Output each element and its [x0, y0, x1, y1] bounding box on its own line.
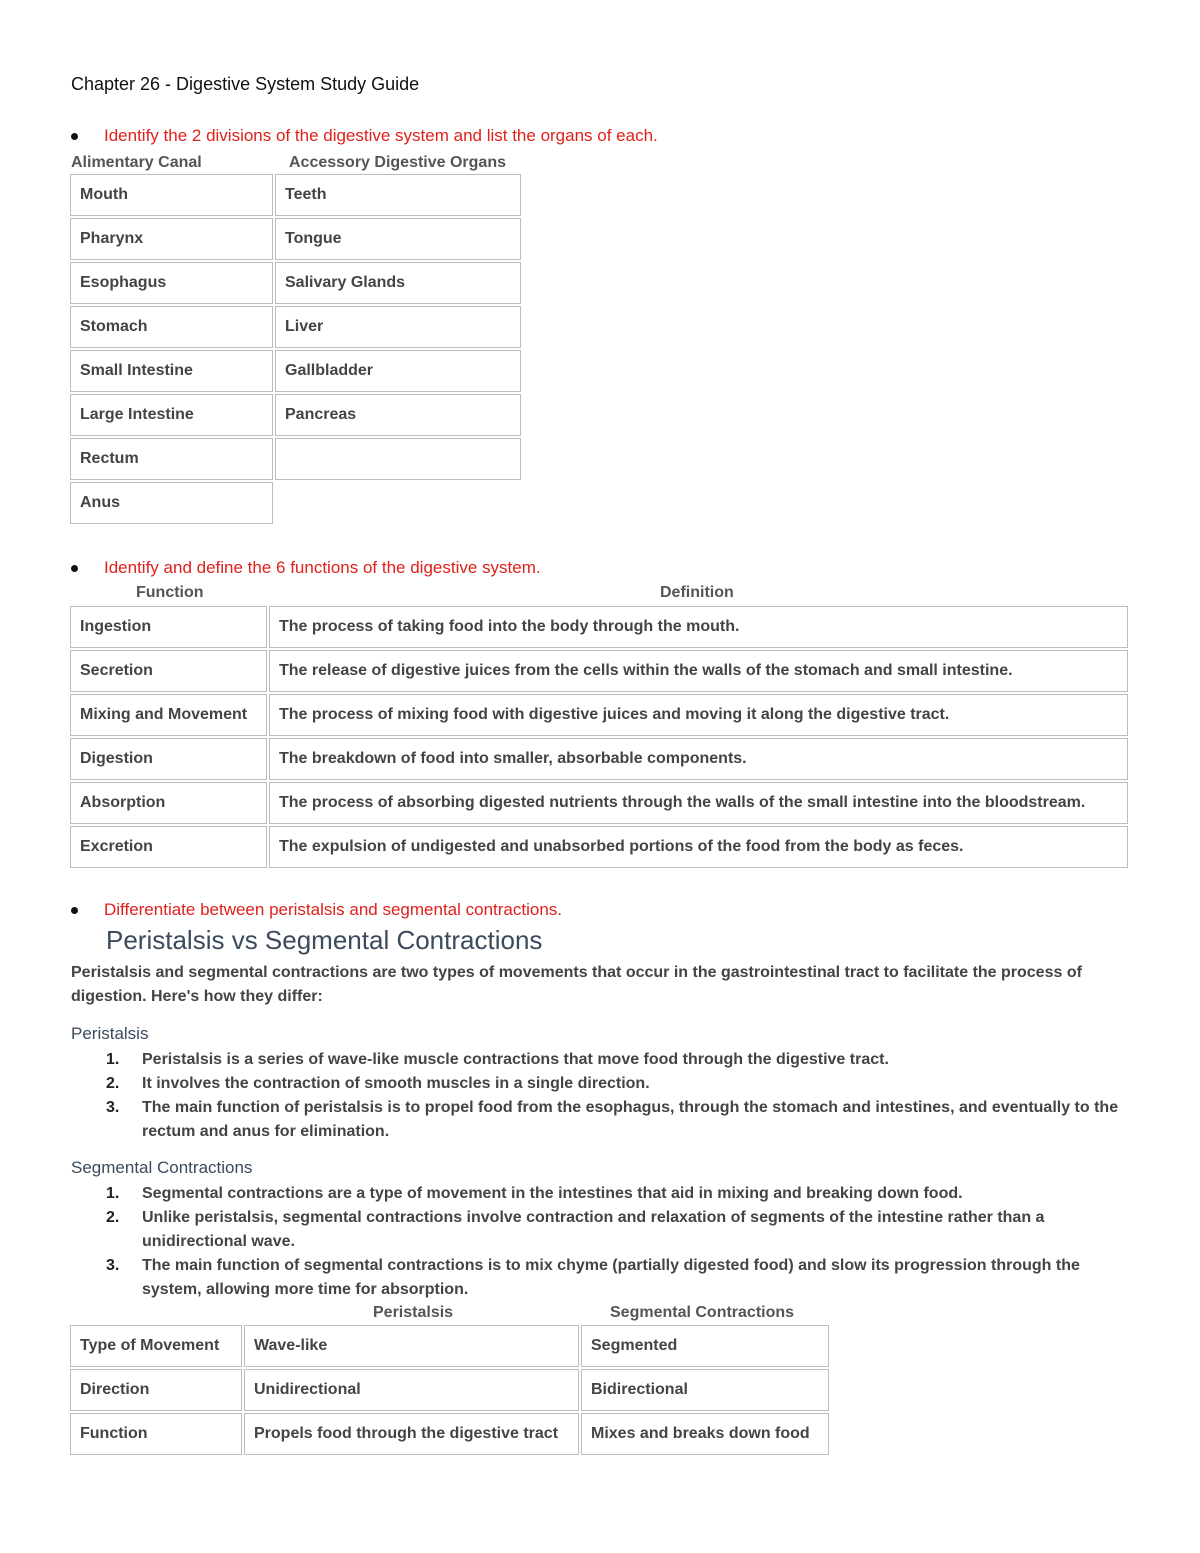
q1-cell: Tongue: [275, 218, 521, 260]
q2-row: [70, 694, 1128, 736]
q1-col2-header: Accessory Digestive Organs: [289, 154, 506, 171]
intro-paragraph: Peristalsis and segmental contractions are two types of movements that occur in the gastrointestinal tract to facilitate the process of digestion. Here's how they differ:: [71, 964, 1082, 1005]
section-heading: Peristalsis vs Segmental Contractions: [106, 925, 543, 955]
q1-row: [70, 394, 521, 436]
list-text: It involves the contraction of smooth muscles in a single direction.: [142, 1075, 650, 1092]
peristalsis-list-item: [106, 1072, 1136, 1096]
bullet-q1: [71, 126, 658, 146]
q1-cell: Salivary Glands: [275, 262, 521, 304]
q3-cell: Direction: [70, 1369, 242, 1411]
q2-cell: Ingestion: [70, 606, 267, 648]
q2-cell: The process of taking food into the body through the mouth.: [269, 606, 1128, 648]
q2-col1-header: Function: [136, 584, 204, 601]
bullet-q3: [71, 900, 562, 920]
q1-col1-header: Alimentary Canal: [71, 154, 202, 171]
q3-row: [70, 1325, 829, 1367]
q2-cell: Excretion: [70, 826, 267, 868]
list-number: 1.: [106, 1051, 120, 1068]
q1-cell: Stomach: [70, 306, 273, 348]
bullet-dot-icon: [71, 565, 78, 572]
q1-blank-cell: [275, 482, 521, 524]
list-text: The main function of segmental contractions is to mix chyme (partially digested food) and slow its progression through the system, allowing more time for absorption.: [142, 1257, 1080, 1298]
q1-cell: Esophagus: [70, 262, 273, 304]
list-text: Peristalsis is a series of wave-like muscle contractions that move food through the digestive tract.: [142, 1051, 889, 1068]
list-number: 1.: [106, 1185, 120, 1202]
q1-prompt: Identify the 2 divisions of the digestive system and list the organs of each.: [104, 126, 658, 145]
q3-cell: Unidirectional: [244, 1369, 579, 1411]
segmental-list-item: [106, 1182, 1136, 1206]
q2-row: [70, 650, 1128, 692]
list-number: 3.: [106, 1099, 120, 1116]
q1-cell: Liver: [275, 306, 521, 348]
q3-cell: Propels food through the digestive tract: [244, 1413, 579, 1455]
document-title: Chapter 26 - Digestive System Study Guide: [71, 74, 420, 94]
q2-row: [70, 826, 1128, 868]
q3-col1-header: Peristalsis: [373, 1304, 454, 1321]
bullet-dot-icon: [71, 907, 78, 914]
list-text: Unlike peristalsis, segmental contractions involve contraction and relaxation of segments of the intestine rather than a unidirectional wave.: [142, 1209, 1045, 1250]
q3-cell: Mixes and breaks down food: [581, 1413, 829, 1455]
q1-row: [70, 262, 521, 304]
q2-cell: The expulsion of undigested and unabsorbed portions of the food from the body as feces.: [269, 826, 1128, 868]
q3-row: [70, 1369, 829, 1411]
q3-prompt: Differentiate between peristalsis and segmental contractions.: [104, 900, 562, 919]
q1-row: [70, 350, 521, 392]
q3-col2-header: Segmental Contractions: [610, 1304, 795, 1321]
q1-row: [70, 218, 521, 260]
q3-cell: Bidirectional: [581, 1369, 829, 1411]
q2-row: [70, 738, 1128, 780]
peristalsis-list-item: [106, 1096, 1136, 1144]
segmental-subheading: Segmental Contractions: [71, 1158, 253, 1177]
bullet-q2: [71, 558, 541, 578]
q1-cell: Anus: [70, 482, 273, 524]
comparison-table: [68, 1323, 831, 1457]
q2-cell: Mixing and Movement: [70, 694, 267, 736]
q1-row: [70, 306, 521, 348]
q1-cell: Pharynx: [70, 218, 273, 260]
q2-prompt: Identify and define the 6 functions of the digestive system.: [104, 558, 541, 577]
q2-cell: The breakdown of food into smaller, absorbable components.: [269, 738, 1128, 780]
q3-cell: Wave-like: [244, 1325, 579, 1367]
q1-cell: [275, 438, 521, 480]
q2-col2-header: Definition: [660, 584, 734, 601]
segmental-list-item: [106, 1254, 1136, 1302]
q2-cell: Absorption: [70, 782, 267, 824]
q1-cell: Large Intestine: [70, 394, 273, 436]
list-text: Segmental contractions are a type of movement in the intestines that aid in mixing and breaking down food.: [142, 1185, 963, 1202]
q1-cell: Rectum: [70, 438, 273, 480]
q2-functions-table: [68, 604, 1130, 870]
q1-row: [70, 482, 521, 524]
q1-cell: Mouth: [70, 174, 273, 216]
q2-cell: The process of mixing food with digestive juices and moving it along the digestive tract.: [269, 694, 1128, 736]
q3-cell: Segmented: [581, 1325, 829, 1367]
q1-cell: Gallbladder: [275, 350, 521, 392]
q2-cell: Secretion: [70, 650, 267, 692]
q2-cell: Digestion: [70, 738, 267, 780]
segmental-list: [106, 1182, 1136, 1302]
q2-row: [70, 782, 1128, 824]
q2-row: [70, 606, 1128, 648]
q3-row: [70, 1413, 829, 1455]
peristalsis-list-item: [106, 1048, 1136, 1072]
list-number: 2.: [106, 1209, 120, 1226]
q3-cell: Function: [70, 1413, 242, 1455]
list-text: The main function of peristalsis is to propel food from the esophagus, through the stomach and intestines, and eventually to the rectum and anus for elimination.: [142, 1099, 1119, 1140]
q1-row: [70, 438, 521, 480]
list-number: 2.: [106, 1075, 120, 1092]
q1-cell: Pancreas: [275, 394, 521, 436]
bullet-dot-icon: [71, 133, 78, 140]
q1-row: [70, 174, 521, 216]
peristalsis-subheading: Peristalsis: [71, 1024, 149, 1043]
q2-cell: The process of absorbing digested nutrients through the walls of the small intestine into the bloodstream.: [269, 782, 1128, 824]
list-number: 3.: [106, 1257, 120, 1274]
peristalsis-list: [106, 1048, 1136, 1144]
q3-cell: Type of Movement: [70, 1325, 242, 1367]
q1-cell: Small Intestine: [70, 350, 273, 392]
q1-organs-table: [68, 172, 523, 526]
q2-cell: The release of digestive juices from the cells within the walls of the stomach and small intestine.: [269, 650, 1128, 692]
q1-cell: Teeth: [275, 174, 521, 216]
segmental-list-item: [106, 1206, 1136, 1254]
